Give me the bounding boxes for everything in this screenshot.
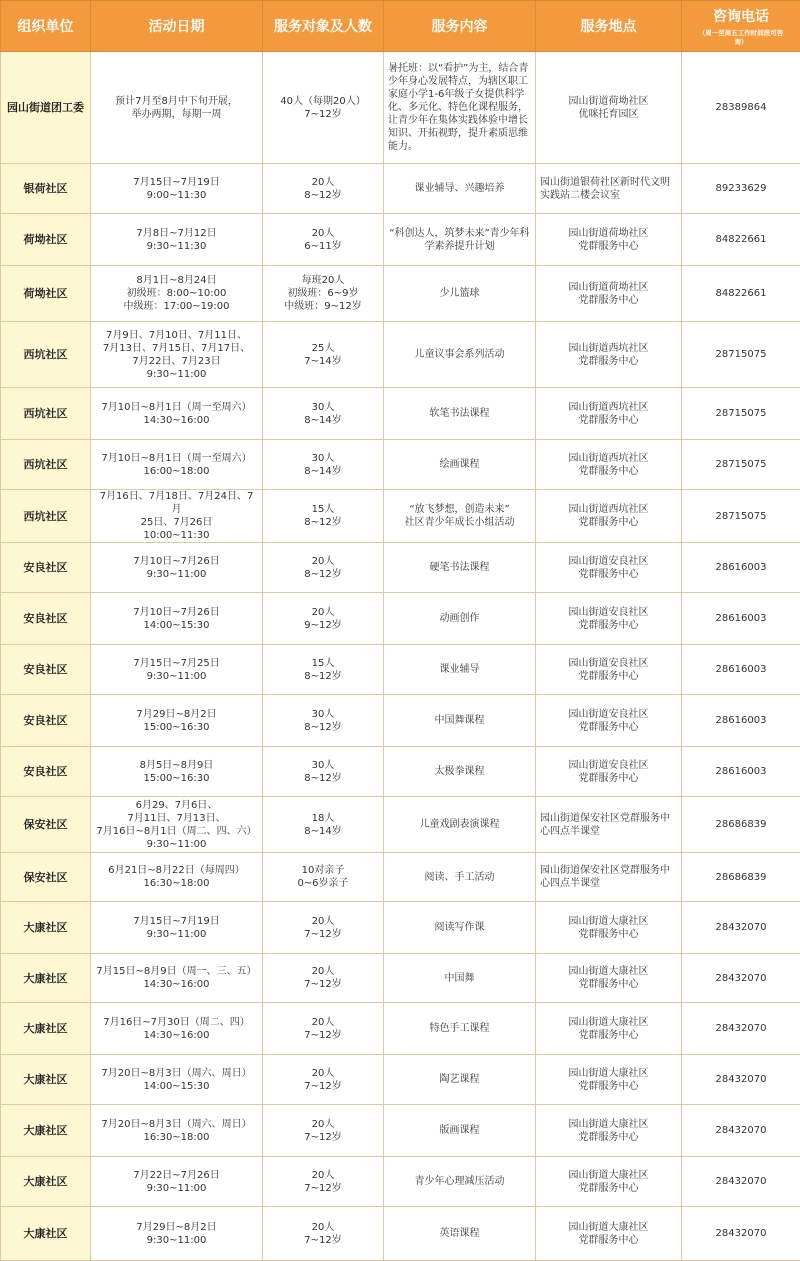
cell-location (536, 543, 682, 593)
cell-phone (682, 645, 800, 695)
cell-date (91, 214, 263, 266)
header-target: 服务对象及人数 (263, 1, 384, 52)
cell-phone (682, 388, 800, 440)
org-text: 安良社区 (3, 765, 88, 778)
cell-date (91, 266, 263, 322)
cell-phone (682, 543, 800, 593)
phone-text: 28715075 (686, 458, 796, 471)
table-row (1, 593, 800, 645)
location-text: 园山街道大康社区 党群服务中心 (540, 915, 677, 941)
cell-date (91, 902, 263, 954)
content-text: 硬笔书法课程 (388, 561, 531, 574)
cell-location (536, 747, 682, 797)
cell-target (263, 1207, 384, 1261)
cell-target (263, 853, 384, 902)
cell-content (384, 52, 536, 164)
content-text: 版画课程 (388, 1124, 531, 1137)
content-text: 课业辅导 (388, 663, 531, 676)
cell-org (1, 440, 91, 490)
org-text: 大康社区 (3, 1175, 88, 1188)
location-text: 园山街道大康社区 党群服务中心 (540, 965, 677, 991)
date-text: 7月15日~7月19日 9:30~11:00 (95, 915, 258, 941)
cell-target (263, 52, 384, 164)
cell-org (1, 747, 91, 797)
org-text: 保安社区 (3, 818, 88, 831)
content-text: 中国舞课程 (388, 714, 531, 727)
cell-content (384, 1003, 536, 1055)
content-text: “科创达人，筑梦未来”青少年科学素养提升计划 (388, 227, 531, 253)
org-text: 荷坳社区 (3, 287, 88, 300)
cell-phone (682, 1003, 800, 1055)
phone-text: 28432070 (686, 1073, 796, 1086)
phone-text: 84822661 (686, 287, 796, 300)
cell-location (536, 1003, 682, 1055)
cell-location (536, 797, 682, 853)
cell-target (263, 695, 384, 747)
target-text: 20人 7~12岁 (267, 1169, 379, 1195)
org-text: 西坑社区 (3, 348, 88, 361)
target-text: 20人 7~12岁 (267, 1221, 379, 1247)
cell-location (536, 490, 682, 543)
location-text: 园山街道大康社区 党群服务中心 (540, 1118, 677, 1144)
table-row (1, 954, 800, 1003)
phone-text: 28432070 (686, 1022, 796, 1035)
cell-date (91, 322, 263, 388)
cell-location (536, 1207, 682, 1261)
cell-org (1, 1055, 91, 1105)
date-text: 7月15日~8月9日（周一、三、五） 14:30~16:00 (95, 965, 258, 991)
cell-content (384, 490, 536, 543)
location-text: 园山街道保安社区党群服务中心四点半课堂 (540, 864, 677, 890)
target-text: 20人 7~12岁 (267, 1067, 379, 1093)
org-text: 安良社区 (3, 561, 88, 574)
cell-content (384, 902, 536, 954)
cell-date (91, 797, 263, 853)
cell-location (536, 266, 682, 322)
table-row (1, 747, 800, 797)
target-text: 30人 8~14岁 (267, 452, 379, 478)
header-phone-note: （周一至周五工作时间段可咨询） (682, 29, 800, 47)
target-text: 15人 8~12岁 (267, 657, 379, 683)
content-text: 软笔书法课程 (388, 407, 531, 420)
content-text: 青少年心理减压活动 (388, 1175, 531, 1188)
cell-date (91, 440, 263, 490)
cell-phone (682, 322, 800, 388)
cell-date (91, 1055, 263, 1105)
cell-date (91, 1157, 263, 1207)
phone-text: 28616003 (686, 714, 796, 727)
cell-date (91, 52, 263, 164)
cell-location (536, 52, 682, 164)
table-row (1, 266, 800, 322)
cell-date (91, 490, 263, 543)
org-text: 安良社区 (3, 714, 88, 727)
phone-text: 28686839 (686, 871, 796, 884)
location-text: 园山街道安良社区 党群服务中心 (540, 555, 677, 581)
date-text: 7月9日、7月10日、7月11日、 7月13日、7月15日、7月17日、 7月22日、7月23日 9:30~11:00 (95, 329, 258, 381)
cell-date (91, 388, 263, 440)
cell-content (384, 853, 536, 902)
cell-org (1, 645, 91, 695)
table-row (1, 902, 800, 954)
content-text: 动画创作 (388, 612, 531, 625)
target-text: 10对亲子 0~6岁亲子 (267, 864, 379, 890)
cell-location (536, 1105, 682, 1157)
org-text: 大康社区 (3, 1022, 88, 1035)
date-text: 7月10日~8月1日（周一至周六） 16:00~18:00 (95, 452, 258, 478)
phone-text: 28389864 (686, 101, 796, 114)
cell-phone (682, 902, 800, 954)
org-text: 大康社区 (3, 1124, 88, 1137)
header-date: 活动日期 (91, 1, 263, 52)
content-text: 特色手工课程 (388, 1022, 531, 1035)
cell-phone (682, 52, 800, 164)
target-text: 15人 8~12岁 (267, 503, 379, 529)
cell-location (536, 164, 682, 214)
cell-date (91, 954, 263, 1003)
target-text: 20人 7~12岁 (267, 965, 379, 991)
content-text: 课业辅导、兴趣培养 (388, 182, 531, 195)
org-text: 银荷社区 (3, 182, 88, 195)
header-phone (682, 1, 800, 52)
phone-text: 28616003 (686, 663, 796, 676)
phone-text: 89233629 (686, 182, 796, 195)
phone-text: 28432070 (686, 921, 796, 934)
table-row (1, 543, 800, 593)
phone-text: 28715075 (686, 348, 796, 361)
cell-phone (682, 797, 800, 853)
date-text: 7月20日~8月3日（周六、周日） 16:30~18:00 (95, 1118, 258, 1144)
cell-org (1, 266, 91, 322)
target-text: 40人（每期20人） 7~12岁 (267, 95, 379, 121)
cell-org (1, 52, 91, 164)
cell-content (384, 747, 536, 797)
cell-org (1, 164, 91, 214)
table-row (1, 388, 800, 440)
target-text: 25人 7~14岁 (267, 342, 379, 368)
cell-location (536, 954, 682, 1003)
location-text: 园山街道荷坳社区 党群服务中心 (540, 227, 677, 253)
phone-text: 28715075 (686, 510, 796, 523)
cell-phone (682, 593, 800, 645)
table-row (1, 645, 800, 695)
cell-target (263, 543, 384, 593)
cell-target (263, 797, 384, 853)
table-row (1, 1055, 800, 1105)
table-row (1, 1105, 800, 1157)
table-row (1, 322, 800, 388)
cell-content (384, 322, 536, 388)
content-text: 绘画课程 (388, 458, 531, 471)
cell-target (263, 954, 384, 1003)
target-text: 20人 7~12岁 (267, 1016, 379, 1042)
date-text: 7月10日~8月1日（周一至周六） 14:30~16:00 (95, 401, 258, 427)
cell-content (384, 954, 536, 1003)
phone-text: 28432070 (686, 1227, 796, 1240)
cell-location (536, 322, 682, 388)
content-text: 儿童议事会系列活动 (388, 348, 531, 361)
target-text: 20人 7~12岁 (267, 1118, 379, 1144)
cell-date (91, 1207, 263, 1261)
header-content: 服务内容 (384, 1, 536, 52)
cell-phone (682, 440, 800, 490)
org-text: 大康社区 (3, 972, 88, 985)
cell-org (1, 902, 91, 954)
table-header-row (1, 1, 800, 52)
cell-content (384, 593, 536, 645)
cell-org (1, 954, 91, 1003)
cell-target (263, 593, 384, 645)
cell-org (1, 853, 91, 902)
content-text: 英语课程 (388, 1227, 531, 1240)
phone-text: 28616003 (686, 561, 796, 574)
cell-content (384, 388, 536, 440)
cell-date (91, 695, 263, 747)
cell-phone (682, 695, 800, 747)
cell-target (263, 214, 384, 266)
cell-target (263, 645, 384, 695)
location-text: 园山街道西坑社区 党群服务中心 (540, 452, 677, 478)
cell-org (1, 1003, 91, 1055)
table-row (1, 1003, 800, 1055)
date-text: 7月10日~7月26日 9:30~11:00 (95, 555, 258, 581)
location-text: 园山街道安良社区 党群服务中心 (540, 708, 677, 734)
target-text: 20人 7~12岁 (267, 915, 379, 941)
cell-date (91, 853, 263, 902)
cell-phone (682, 1157, 800, 1207)
table-row (1, 440, 800, 490)
date-text: 7月16日~7月30日（周二、四） 14:30~16:00 (95, 1016, 258, 1042)
target-text: 30人 8~12岁 (267, 759, 379, 785)
content-text: 儿童戏剧表演课程 (388, 818, 531, 831)
cell-phone (682, 954, 800, 1003)
cell-content (384, 266, 536, 322)
cell-location (536, 214, 682, 266)
cell-location (536, 388, 682, 440)
date-text: 6月29、7月6日、 7月11日、7月13日、 7月16日~8月1日（周二、四、六） 9:30~11:00 (95, 799, 258, 851)
org-text: 园山街道团工委 (3, 101, 88, 114)
cell-content (384, 440, 536, 490)
cell-content (384, 1157, 536, 1207)
target-text: 20人 9~12岁 (267, 606, 379, 632)
content-text: 暑托班：以“看护”为主，结合青少年身心发展特点，为辖区职工家庭小学1-6年级子女提供科学化、多元化、特色化课程服务，让青少年在集体实践体验中增长知识、开拓视野，提升素质思维能力。 (388, 62, 531, 153)
cell-org (1, 593, 91, 645)
location-text: 园山街道荷坳社区 党群服务中心 (540, 281, 677, 307)
cell-phone (682, 1105, 800, 1157)
content-text: 阅读、手工活动 (388, 871, 531, 884)
cell-date (91, 1003, 263, 1055)
target-text: 20人 6~11岁 (267, 227, 379, 253)
cell-content (384, 1207, 536, 1261)
cell-target (263, 490, 384, 543)
table-row (1, 1157, 800, 1207)
date-text: 7月8日~7月12日 9:30~11:30 (95, 227, 258, 253)
org-text: 保安社区 (3, 871, 88, 884)
date-text: 7月29日~8月2日 15:00~16:30 (95, 708, 258, 734)
cell-org (1, 388, 91, 440)
date-text: 7月29日~8月2日 9:30~11:00 (95, 1221, 258, 1247)
date-text: 8月5日~8月9日 15:00~16:30 (95, 759, 258, 785)
phone-text: 28616003 (686, 612, 796, 625)
content-text: 少儿篮球 (388, 287, 531, 300)
cell-phone (682, 853, 800, 902)
location-text: 园山街道保安社区党群服务中心四点半课堂 (540, 812, 677, 838)
date-text: 7月15日~7月25日 9:30~11:00 (95, 657, 258, 683)
table-row (1, 1207, 800, 1261)
cell-target (263, 902, 384, 954)
date-text: 6月21日~8月22日（每周四） 16:30~18:00 (95, 864, 258, 890)
cell-target (263, 747, 384, 797)
target-text: 18人 8~14岁 (267, 812, 379, 838)
table-row (1, 853, 800, 902)
cell-phone (682, 1055, 800, 1105)
cell-date (91, 1105, 263, 1157)
phone-text: 28715075 (686, 407, 796, 420)
cell-location (536, 440, 682, 490)
location-text: 园山街道大康社区 党群服务中心 (540, 1169, 677, 1195)
cell-org (1, 490, 91, 543)
phone-text: 84822661 (686, 233, 796, 246)
cell-date (91, 593, 263, 645)
cell-phone (682, 1207, 800, 1261)
content-text: 太极拳课程 (388, 765, 531, 778)
cell-target (263, 1105, 384, 1157)
target-text: 20人 8~12岁 (267, 176, 379, 202)
table-row (1, 164, 800, 214)
location-text: 园山街道大康社区 党群服务中心 (540, 1221, 677, 1247)
org-text: 大康社区 (3, 921, 88, 934)
target-text: 每班20人 初级班：6~9岁 中级班：9~12岁 (267, 274, 379, 313)
header-location: 服务地点 (536, 1, 682, 52)
cell-content (384, 1105, 536, 1157)
cell-location (536, 1157, 682, 1207)
cell-org (1, 1207, 91, 1261)
location-text: 园山街道安良社区 党群服务中心 (540, 606, 677, 632)
cell-content (384, 797, 536, 853)
date-text: 7月20日~8月3日（周六、周日） 14:00~15:30 (95, 1067, 258, 1093)
content-text: 中国舞 (388, 972, 531, 985)
cell-location (536, 593, 682, 645)
table-row (1, 797, 800, 853)
cell-location (536, 853, 682, 902)
cell-org (1, 322, 91, 388)
phone-text: 28432070 (686, 1175, 796, 1188)
location-text: 园山街道大康社区 党群服务中心 (540, 1016, 677, 1042)
cell-target (263, 1055, 384, 1105)
cell-location (536, 1055, 682, 1105)
cell-org (1, 543, 91, 593)
cell-target (263, 1003, 384, 1055)
org-text: 安良社区 (3, 663, 88, 676)
table-row (1, 52, 800, 164)
cell-phone (682, 747, 800, 797)
cell-location (536, 645, 682, 695)
cell-org (1, 1157, 91, 1207)
cell-org (1, 1105, 91, 1157)
cell-target (263, 266, 384, 322)
header-phone-label: 咨询电话 (713, 9, 769, 25)
cell-date (91, 645, 263, 695)
cell-target (263, 322, 384, 388)
org-text: 西坑社区 (3, 458, 88, 471)
org-text: 西坑社区 (3, 407, 88, 420)
cell-date (91, 164, 263, 214)
location-text: 园山街道西坑社区 党群服务中心 (540, 503, 677, 529)
cell-phone (682, 164, 800, 214)
location-text: 园山街道安良社区 党群服务中心 (540, 759, 677, 785)
table-row (1, 490, 800, 543)
date-text: 7月15日~7月19日 9:00~11:30 (95, 176, 258, 202)
cell-phone (682, 214, 800, 266)
cell-date (91, 543, 263, 593)
content-text: “放飞梦想，创造未来” 社区青少年成长小组活动 (388, 503, 531, 529)
target-text: 20人 8~12岁 (267, 555, 379, 581)
cell-location (536, 902, 682, 954)
cell-target (263, 440, 384, 490)
phone-text: 28432070 (686, 1124, 796, 1137)
org-text: 西坑社区 (3, 510, 88, 523)
org-text: 大康社区 (3, 1227, 88, 1240)
header-org: 组织单位 (1, 1, 91, 52)
cell-content (384, 1055, 536, 1105)
cell-location (536, 695, 682, 747)
org-text: 荷坳社区 (3, 233, 88, 246)
cell-phone (682, 266, 800, 322)
location-text: 园山街道大康社区 党群服务中心 (540, 1067, 677, 1093)
location-text: 园山街道安良社区 党群服务中心 (540, 657, 677, 683)
date-text: 7月16日、7月18日、7月24日、7月 25日、7月26日 10:00~11:30 (95, 490, 258, 542)
phone-text: 28686839 (686, 818, 796, 831)
target-text: 30人 8~14岁 (267, 401, 379, 427)
date-text: 预计7月至8月中下旬开展， 举办两期，每期一周 (95, 95, 258, 121)
location-text: 园山街道西坑社区 党群服务中心 (540, 342, 677, 368)
phone-text: 28432070 (686, 972, 796, 985)
cell-org (1, 797, 91, 853)
location-text: 园山街道荷坳社区 优咪托育园区 (540, 95, 677, 121)
cell-target (263, 164, 384, 214)
cell-content (384, 645, 536, 695)
table-row (1, 214, 800, 266)
table-row (1, 695, 800, 747)
phone-text: 28616003 (686, 765, 796, 778)
cell-org (1, 214, 91, 266)
cell-content (384, 164, 536, 214)
cell-org (1, 695, 91, 747)
cell-target (263, 1157, 384, 1207)
location-text: 园山街道银荷社区新时代文明实践站二楼会议室 (540, 176, 677, 202)
org-text: 大康社区 (3, 1073, 88, 1086)
date-text: 8月1日~8月24日 初级班：8:00~10:00 中级班：17:00~19:00 (95, 274, 258, 313)
location-text: 园山街道西坑社区 党群服务中心 (540, 401, 677, 427)
cell-phone (682, 490, 800, 543)
content-text: 阅读写作课 (388, 921, 531, 934)
content-text: 陶艺课程 (388, 1073, 531, 1086)
org-text: 安良社区 (3, 612, 88, 625)
cell-content (384, 695, 536, 747)
target-text: 30人 8~12岁 (267, 708, 379, 734)
date-text: 7月22日~7月26日 9:30~11:00 (95, 1169, 258, 1195)
cell-content (384, 214, 536, 266)
cell-date (91, 747, 263, 797)
date-text: 7月10日~7月26日 14:00~15:30 (95, 606, 258, 632)
cell-target (263, 388, 384, 440)
cell-content (384, 543, 536, 593)
